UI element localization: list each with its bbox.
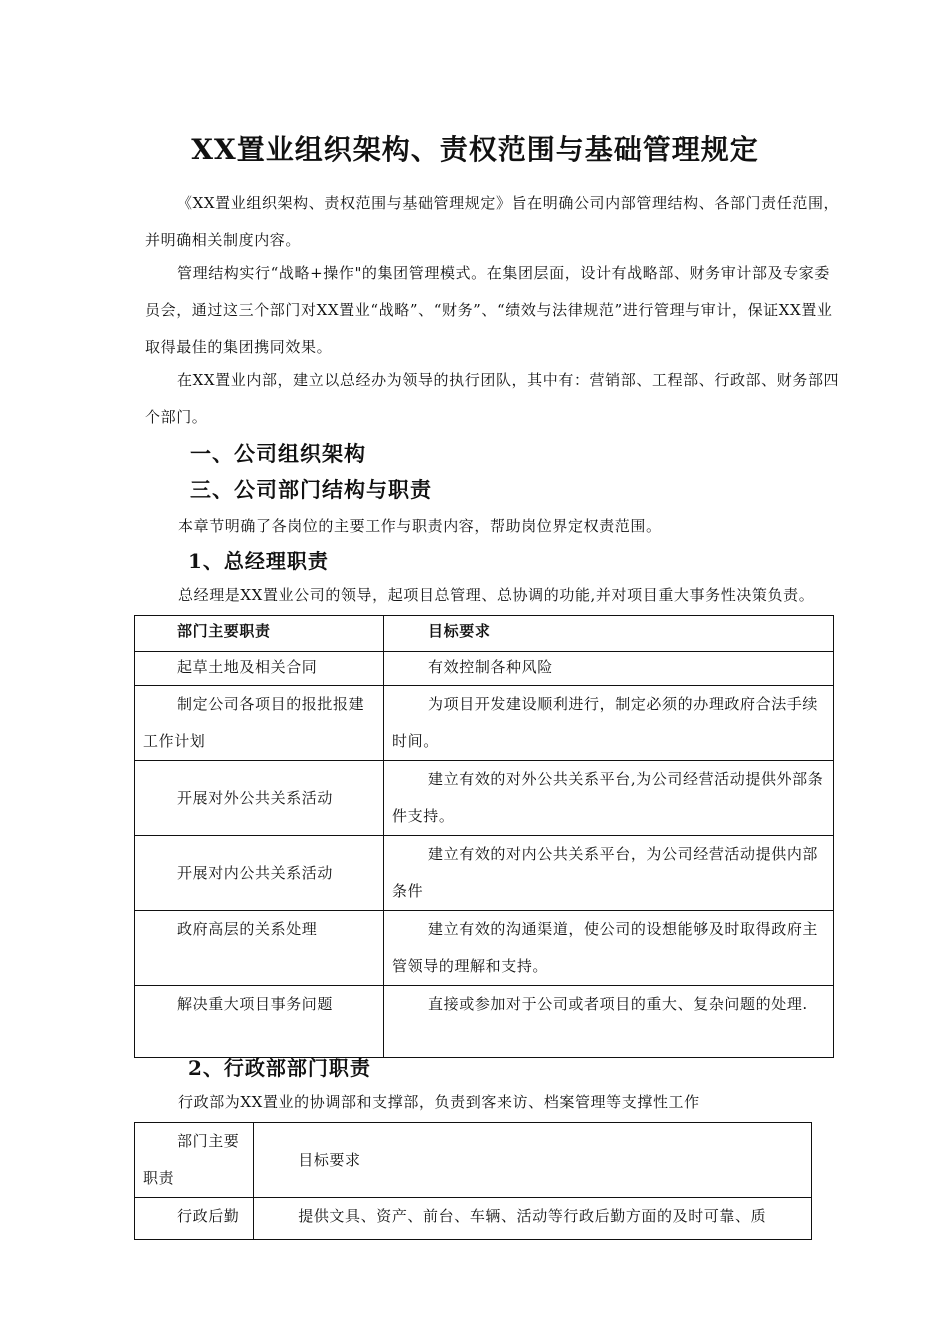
duty-cell — [135, 836, 384, 911]
section3-intro: 本章节明确了各岗位的主要工作与职责内容，帮助岗位界定权责范围。 — [178, 517, 662, 535]
goal-text: 有效控制各种风险 — [428, 658, 553, 676]
admin-intro: 行政部为XX置业的协调部和支撑部，负责到客来访、档案管理等支撑性工作 — [178, 1093, 700, 1111]
duty-text: 制定公司各项目的报批报建工作计划 — [143, 695, 365, 750]
header-goal: 目标要求 — [298, 1150, 361, 1169]
goal-text: 建立有效的对内公共关系平台，为公司经营活动提供内部条件 — [392, 845, 819, 900]
goal-cell — [384, 836, 834, 911]
goal-text: 建立有效的沟通渠道，使公司的设想能够及时取得政府主管领导的理解和支持。 — [392, 920, 819, 975]
intro-paragraph: 《XX置业组织架构、责权范围与基础管理规定》旨在明确公司内部管理结构、各部门责任范围，并明确相关制度内容。 — [145, 194, 840, 249]
table-row — [135, 836, 834, 911]
duty-text: 解决重大项目事务问题 — [177, 995, 334, 1013]
table-row — [135, 1198, 812, 1240]
goal-text: 提供文具、资产、前台、车辆、活动等行政后勤方面的及时可靠、质 — [298, 1207, 767, 1225]
table-row — [135, 761, 834, 836]
section3-heading: 三、公司部门结构与职责 — [190, 477, 432, 502]
goal-cell — [384, 686, 834, 761]
table-row — [135, 986, 834, 1058]
table-header-cell — [384, 616, 834, 652]
admin-heading: 2、行政部部门职责 — [188, 1056, 371, 1080]
duty-text: 政府高层的关系处理 — [177, 920, 318, 938]
table-header-row — [135, 616, 834, 652]
duty-cell — [135, 1198, 254, 1240]
duty-cell — [135, 986, 384, 1058]
admin-duty-table — [134, 1122, 812, 1240]
goal-cell — [384, 986, 834, 1058]
table-header-row — [135, 1123, 812, 1198]
header-duty: 部门主要职责 — [177, 622, 271, 640]
table-header-cell — [135, 1123, 254, 1198]
goal-cell — [384, 761, 834, 836]
document-title: XX置业组织架构、责权范围与基础管理规定 — [191, 133, 759, 166]
team-paragraph: 在XX置业内部，建立以总经办为领导的执行团队，其中有：营销部、工程部、行政部、财务部四个部门。 — [145, 371, 840, 426]
duty-text: 行政后勤 — [177, 1207, 240, 1225]
gm-intro: 总经理是XX置业公司的领导，起项目总管理、总协调的功能,并对项目重大事务性决策负责。 — [178, 586, 815, 604]
duty-cell — [135, 761, 384, 836]
section1-heading: 一、公司组织架构 — [190, 441, 366, 466]
table-row — [135, 911, 834, 986]
header-duty: 部门主要职责 — [143, 1132, 240, 1187]
table-header-cell — [254, 1123, 812, 1198]
gm-heading: 1、总经理职责 — [188, 549, 329, 573]
goal-text: 直接或参加对于公司或者项目的重大、复杂问题的处理. — [428, 995, 808, 1013]
header-goal: 目标要求 — [428, 622, 491, 640]
table-row — [135, 652, 834, 686]
table-header-cell — [135, 616, 384, 652]
duty-text: 开展对外公共关系活动 — [177, 788, 334, 807]
goal-cell — [384, 652, 834, 686]
gm-duty-table — [134, 615, 834, 1058]
goal-text: 为项目开发建设顺利进行，制定必须的办理政府合法手续时间。 — [392, 695, 819, 750]
goal-cell — [384, 911, 834, 986]
duty-cell — [135, 686, 384, 761]
duty-cell — [135, 652, 384, 686]
goal-cell — [254, 1198, 812, 1240]
duty-text: 开展对内公共关系活动 — [177, 863, 334, 882]
structure-paragraph: 管理结构实行“战略+操作"的集团管理模式。在集团层面，设计有战略部、财务审计部及专家委员会，通过这三个部门对XX置业“战略”、“财务”、“绩效与法律规范”进行管理与审计，保证XX置业取得最佳的集团携同效果。 — [145, 264, 833, 356]
table-row — [135, 686, 834, 761]
duty-cell — [135, 911, 384, 986]
duty-text: 起草土地及相关合同 — [177, 658, 318, 676]
goal-text: 建立有效的对外公共关系平台,为公司经营活动提供外部条件支持。 — [392, 770, 824, 825]
